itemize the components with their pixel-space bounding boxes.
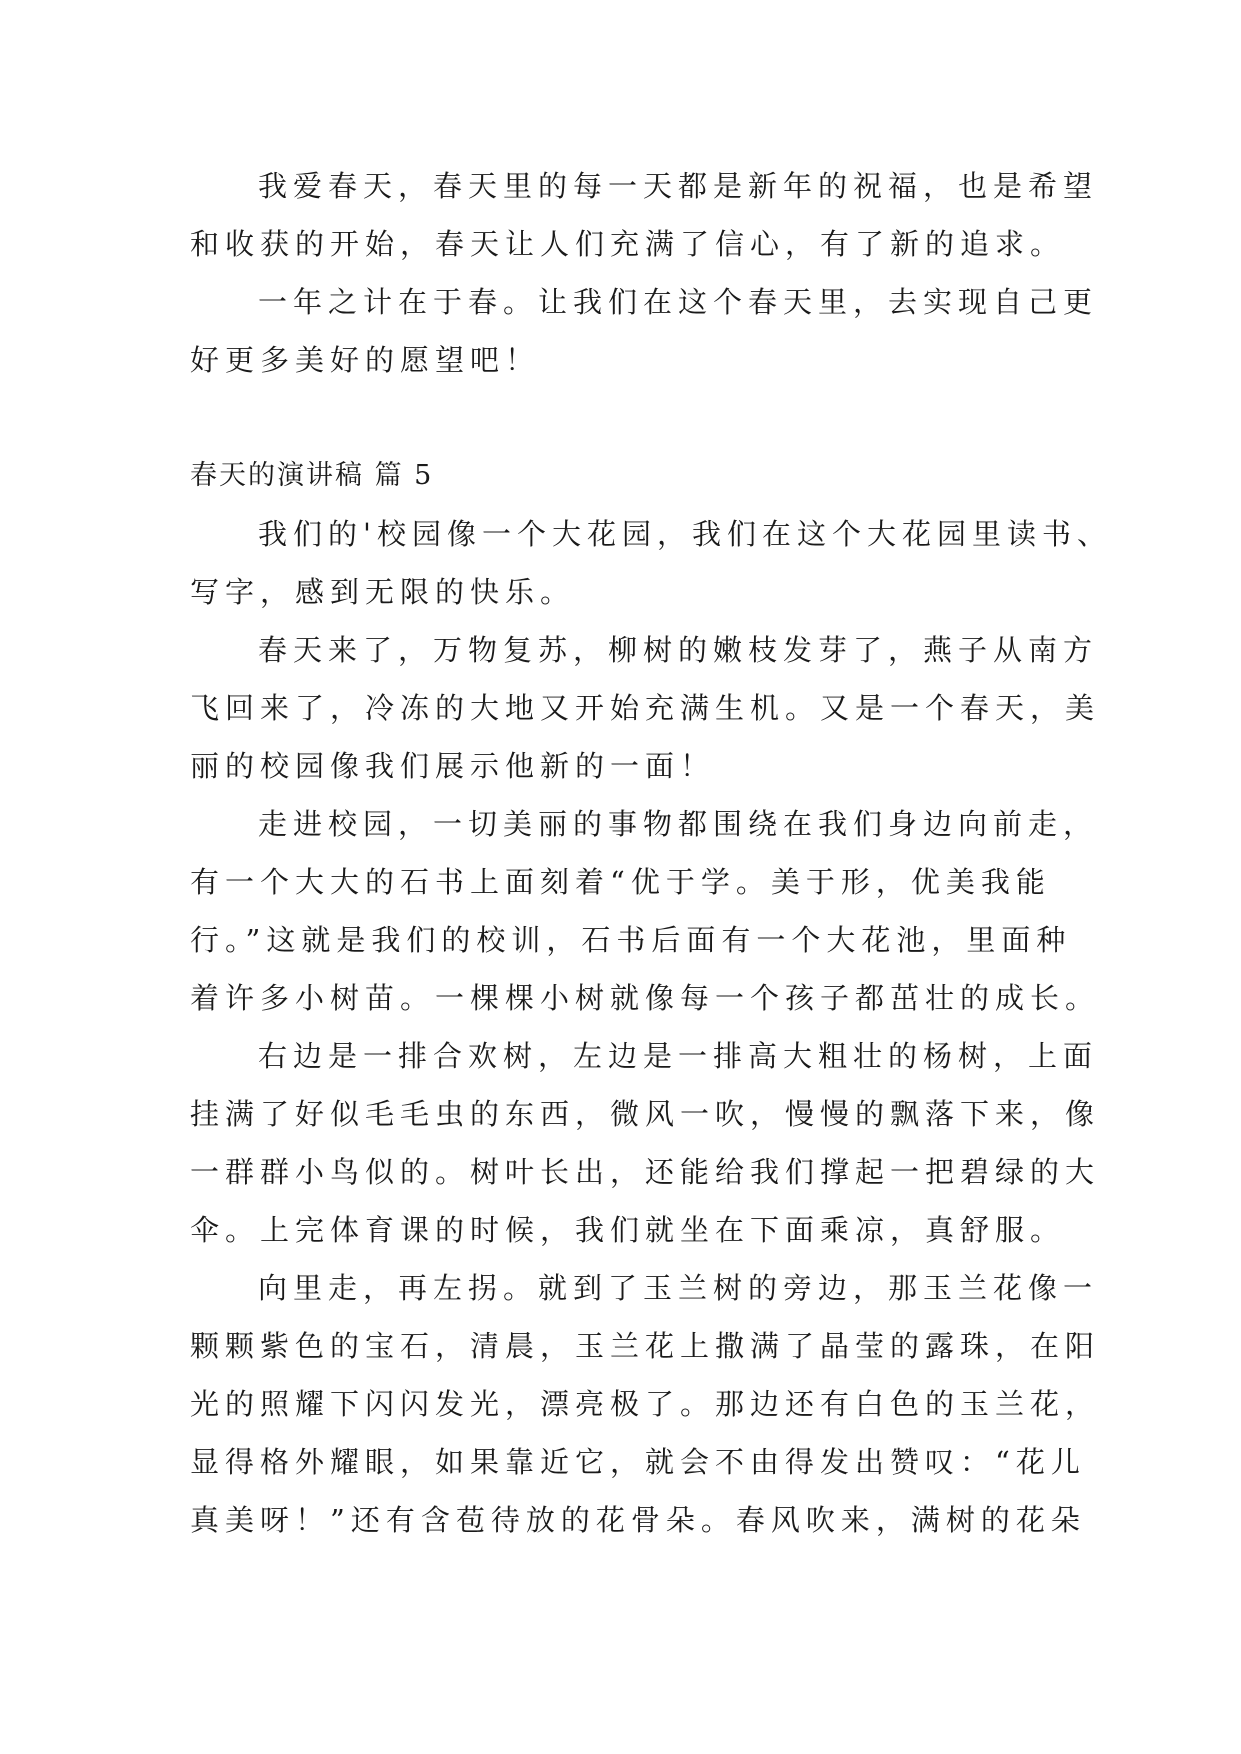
text-line: 行。”这就是我们的校训，石书后面有一个大花池，里面种 xyxy=(190,923,1072,957)
text-line: 颗颗紫色的宝石，清晨，玉兰花上撒满了晶莹的露珠，在阳 xyxy=(190,1329,1101,1363)
text-line: 伞。上完体育课的时候，我们就坐在下面乘凉，真舒服。 xyxy=(190,1213,1066,1247)
section-heading: 春天的演讲稿 篇 5 xyxy=(190,460,434,491)
text-line: 显得格外耀眼，如果靠近它，就会不由得发出赞叹：“花儿 xyxy=(190,1445,1086,1479)
text-line: 走进校园，一切美丽的事物都围绕在我们身边向前走， xyxy=(258,807,1099,841)
text-line: 好更多美好的愿望吧！ xyxy=(190,343,541,377)
text-line: 飞回来了，冷冻的大地又开始充满生机。又是一个春天，美 xyxy=(190,691,1101,725)
text-line: 着许多小树苗。一棵棵小树就像每一个孩子都茁壮的成长。 xyxy=(190,981,1101,1015)
text-line: 我们的'校园像一个大花园，我们在这个大花园里读书、 xyxy=(258,517,1112,551)
text-line: 一年之计在于春。让我们在这个春天里，去实现自己更 xyxy=(258,285,1099,319)
text-line: 春天来了，万物复苏，柳树的嫩枝发芽了，燕子从南方 xyxy=(258,633,1099,667)
text-line: 丽的校园像我们展示他新的一面！ xyxy=(190,749,716,783)
text-line: 光的照耀下闪闪发光，漂亮极了。那边还有白色的玉兰花， xyxy=(190,1387,1101,1421)
text-line: 写字，感到无限的快乐。 xyxy=(190,575,576,609)
text-line: 我爱春天，春天里的每一天都是新年的祝福，也是希望 xyxy=(258,169,1099,203)
text-line: 右边是一排合欢树，左边是一排高大粗壮的杨树，上面 xyxy=(258,1039,1099,1073)
text-line: 有一个大大的石书上面刻着“优于学。美于形，优美我能 xyxy=(190,865,1051,899)
text-line: 和收获的开始，春天让人们充满了信心，有了新的追求。 xyxy=(190,227,1066,261)
text-line: 真美呀！”还有含苞待放的花骨朵。春风吹来，满树的花朵 xyxy=(190,1503,1086,1537)
text-line: 一群群小鸟似的。树叶长出，还能给我们撑起一把碧绿的大 xyxy=(190,1155,1101,1189)
text-line: 挂满了好似毛毛虫的东西，微风一吹，慢慢的飘落下来，像 xyxy=(190,1097,1101,1131)
text-line: 向里走，再左拐。就到了玉兰树的旁边，那玉兰花像一 xyxy=(258,1271,1099,1305)
